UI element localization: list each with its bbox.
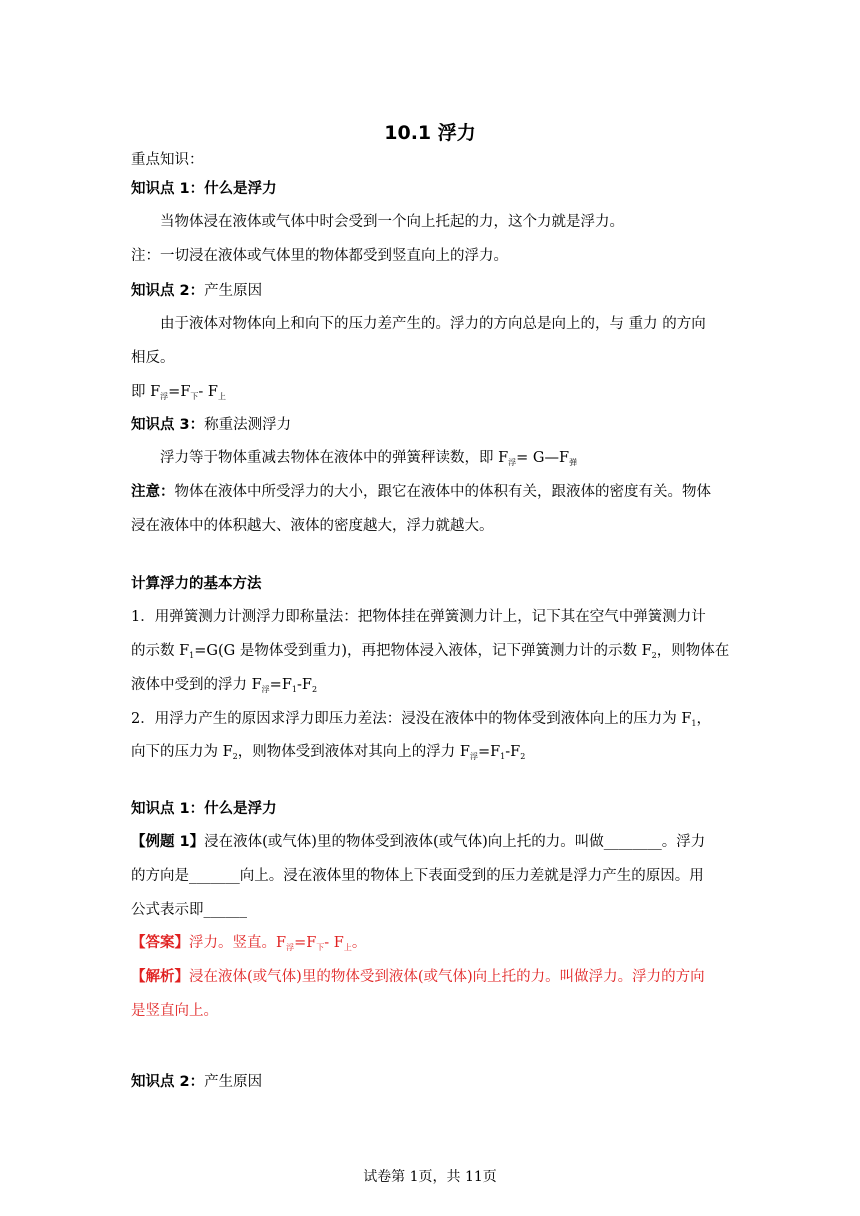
analysis-line-cont: 是竖直向上。: [131, 1003, 218, 1019]
page-footer: 试卷第 1页，共 11页: [363, 1169, 497, 1185]
formula-line: 即 $F_浮=F_下-$ $F_上$: [131, 384, 226, 401]
point2-section-heading: 知识点 2：产生原因: [131, 1074, 263, 1090]
methods-heading: 计算浮力的基本方法: [131, 576, 262, 592]
paragraph: 由于液体对物体向上和向下的压力差产生的。浮力的方向总是向上的，与 重力 的方向: [160, 316, 706, 332]
note-line: 注：一切浸在液体或气体里的物体都受到竖直向上的浮力。: [131, 248, 508, 264]
point2-heading: 知识点 2：产生原因: [131, 283, 263, 299]
paragraph: 相反。: [131, 350, 175, 366]
example-1-question: 【例题 1】浸在液体(或气体)里的物体受到液体(或气体)向上托的力。叫做________。浮力: [131, 834, 706, 850]
paragraph: 浸在液体中的体积越大、液体的密度越大，浮力就越大。: [131, 518, 494, 534]
method-1-cont: 的示数 $F_1=G(G$ 是物体受到重力)，再把物体浸入液体，记下弹簧测力计的示数 $F_2$，则物体在: [131, 643, 730, 660]
attention-line: 注意：物体在液体中所受浮力的大小，跟它在液体中的体积有关，跟液体的密度有关。物体: [131, 484, 711, 500]
example-1-question-cont: 公式表示即______: [131, 902, 247, 918]
page-title: 10.1 浮力: [384, 122, 476, 144]
formula-line: 浮力等于物体重减去物体在液体中的弹簧秤读数，即 $F_浮=$ $G—F_弹$: [160, 450, 578, 467]
answer-line: 【答案】浮力。竖直。$F_浮=F_下-$ $F_上$。: [131, 935, 367, 952]
example-section-heading: 知识点 1：什么是浮力: [131, 801, 277, 817]
paragraph: 当物体浸在液体或气体中时会受到一个向上托起的力，这个力就是浮力。: [160, 214, 624, 230]
example-1-question-cont: 的方向是_______向上。浸在液体里的物体上下表面受到的压力差就是浮力产生的原因。用: [131, 868, 704, 884]
method-2-cont: 向下的压力为 $F_2$，则物体受到液体对其向上的浮力 $F_浮=F_1-F_2$: [131, 744, 526, 761]
method-2: 2．用浮力产生的原因求浮力即压力差法：浸没在液体中的物体受到液体向上的压力为 $F_1$，: [131, 711, 711, 728]
analysis-line: 【解析】浸在液体(或气体)里的物体受到液体(或气体)向上托的力。叫做浮力。浮力的方向: [131, 969, 705, 985]
key-knowledge-heading: 重点知识：: [131, 152, 204, 168]
method-1-cont: 液体中受到的浮力 $F_浮=F_1-F_2$: [131, 677, 318, 694]
point1-heading: 知识点 1：什么是浮力: [131, 181, 277, 197]
method-1: 1．用弹簧测力计测浮力即称量法：把物体挂在弹簧测力计上，记下其在空气中弹簧测力计: [131, 609, 706, 625]
point3-heading: 知识点 3：称重法测浮力: [131, 417, 292, 433]
